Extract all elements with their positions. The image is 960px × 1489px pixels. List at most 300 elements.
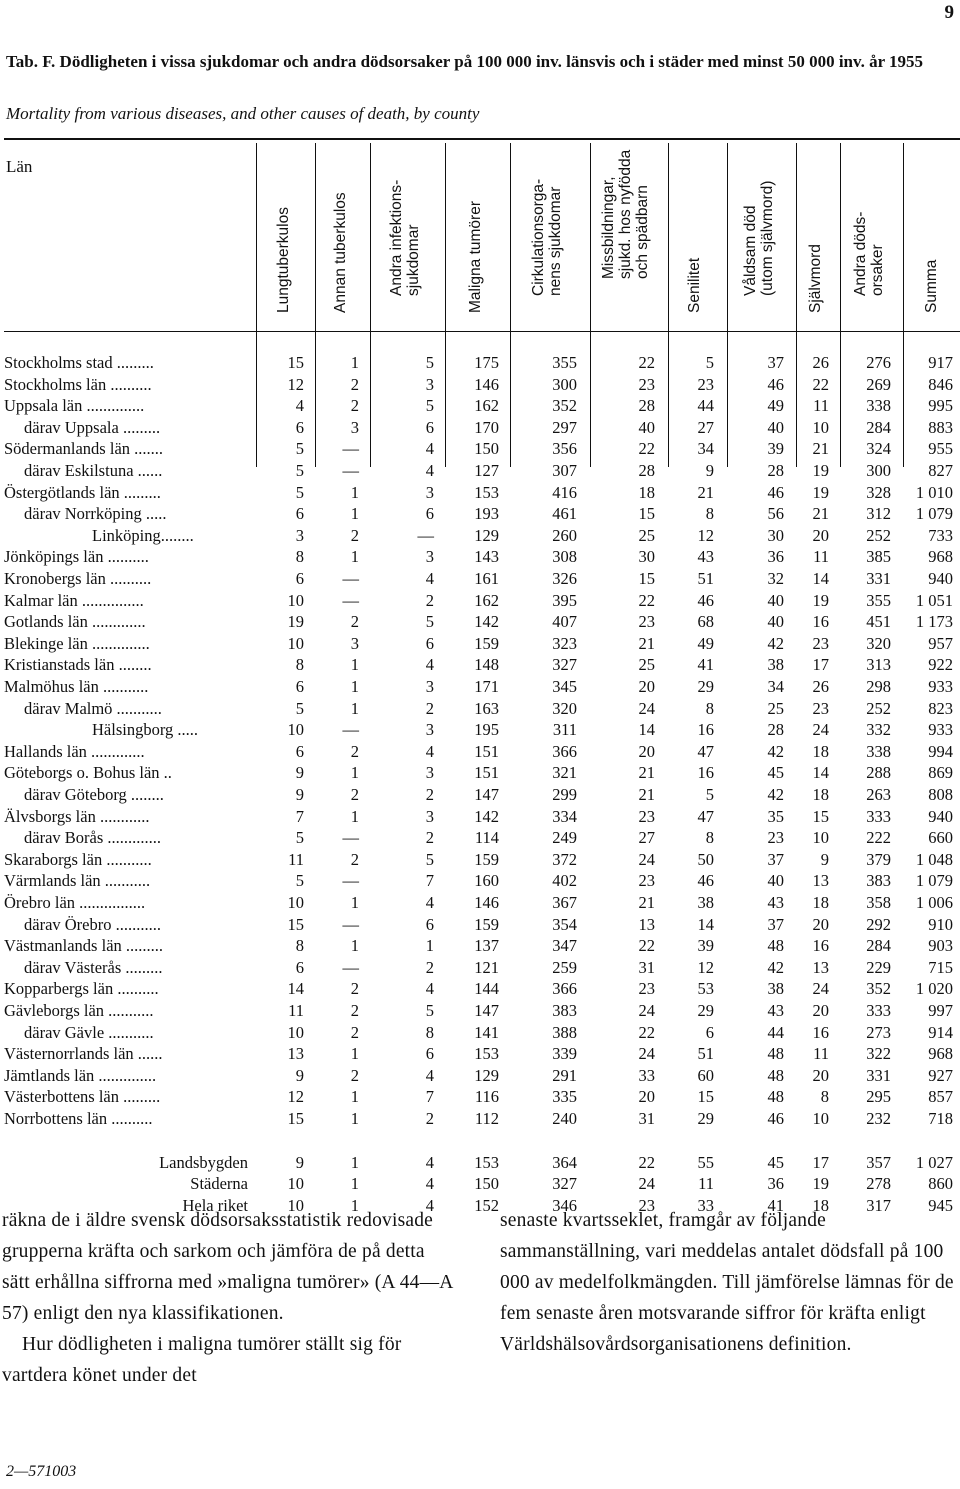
- row-label: Södermanlands län .......: [4, 439, 164, 459]
- table-cell: 23: [638, 612, 655, 632]
- table-cell: 31: [638, 1109, 655, 1128]
- table-cell: 1 006: [915, 893, 953, 912]
- row-label: därav Västerås .........: [24, 957, 163, 977]
- column-header-label: Maligna tumörer: [466, 201, 484, 313]
- row-label: Jönköpings län ..........: [4, 547, 149, 567]
- table-cell: 42: [767, 633, 784, 653]
- table-cell: 402: [552, 871, 577, 891]
- table-cell: 23: [812, 698, 829, 718]
- table-cell: 352: [866, 979, 891, 999]
- table-cell: 13: [638, 914, 655, 934]
- table-cell: 357: [866, 1152, 891, 1172]
- table-cell: 229: [866, 957, 891, 977]
- table-cell: 5: [705, 353, 714, 372]
- table-cell: 18: [812, 785, 829, 804]
- table-row: [0, 957, 960, 979]
- row-label: Gotlands län .............: [4, 612, 146, 632]
- table-cell: 20: [638, 1087, 655, 1107]
- table-cell: 151: [474, 741, 499, 761]
- table-cell: 2: [425, 1109, 434, 1128]
- table-row: [0, 525, 960, 547]
- table-row: [0, 784, 960, 806]
- table-cell: 9: [295, 1065, 304, 1085]
- table-cell: 38: [767, 979, 784, 999]
- table-cell: 9: [295, 763, 304, 783]
- row-label: Kalmar län ...............: [4, 590, 144, 610]
- table-row: [0, 460, 960, 482]
- table-cell: 22: [638, 353, 655, 372]
- table-cell: 11: [813, 547, 829, 567]
- table-cell: 3: [350, 417, 359, 437]
- table-cell: 355: [552, 353, 577, 372]
- table-cell: 25: [638, 525, 655, 545]
- table-cell: 29: [697, 677, 714, 696]
- table-cell: 24: [638, 698, 655, 718]
- table-cell: 823: [928, 698, 953, 718]
- table-cell: 40: [767, 417, 784, 437]
- table-cell: 12: [287, 374, 304, 394]
- table-cell: 338: [866, 741, 891, 761]
- table-cell: 60: [697, 1065, 714, 1085]
- table-cell: 288: [866, 763, 891, 783]
- table-cell: 37: [767, 914, 784, 934]
- table-cell: 40: [767, 612, 784, 632]
- table-cell: 383: [866, 871, 891, 891]
- table-cell: 968: [928, 1044, 953, 1064]
- table-row: [0, 611, 960, 633]
- table-cell: 20: [812, 914, 829, 934]
- row-label: därav Eskilstuna ......: [24, 461, 163, 480]
- table-cell: 27: [638, 828, 655, 848]
- table-cell: 1: [350, 482, 359, 502]
- table-cell: 846: [928, 374, 953, 394]
- table-cell: 914: [928, 1022, 953, 1042]
- table-cell: 9: [705, 461, 714, 480]
- table-cell: 3: [425, 374, 434, 394]
- table-row: [0, 827, 960, 849]
- table-cell: 150: [474, 1174, 499, 1194]
- table-cell: 146: [474, 893, 499, 912]
- table-cell: 8: [295, 655, 304, 675]
- row-label: Älvsborgs län ............: [4, 806, 150, 826]
- table-row: [0, 1108, 960, 1130]
- table-cell: 827: [928, 461, 953, 480]
- column-header-label: Cirkulationsorga- nens sjukdomar: [529, 178, 564, 296]
- table-cell: 312: [866, 504, 891, 524]
- row-label: Kristianstads län ........: [4, 655, 152, 675]
- table-cell: 28: [767, 720, 784, 740]
- table-cell: 338: [866, 396, 891, 416]
- table-cell: 193: [474, 504, 499, 524]
- table-cell: 10: [812, 1109, 829, 1128]
- table-cell: 13: [812, 957, 829, 977]
- table-cell: 333: [866, 806, 891, 826]
- table-cell: 2: [350, 374, 359, 394]
- table-cell: —: [342, 957, 359, 977]
- table-cell: 10: [287, 633, 304, 653]
- table-cell: 324: [866, 439, 891, 459]
- table-cell: 10: [287, 720, 304, 740]
- column-header-label: Självmord: [807, 244, 824, 313]
- table-cell: 240: [552, 1109, 577, 1128]
- table-cell: 6: [295, 504, 304, 524]
- column-header: [510, 150, 583, 330]
- table-cell: 16: [697, 720, 714, 740]
- row-label: Linköping........: [92, 525, 194, 545]
- table-cell: 47: [697, 806, 714, 826]
- table-cell: 2: [425, 957, 434, 977]
- table-cell: 4: [425, 741, 434, 761]
- table-cell: 22: [638, 936, 655, 956]
- table-cell: 9: [295, 1152, 304, 1172]
- table-cell: 148: [474, 655, 499, 675]
- table-cell: 335: [552, 1087, 577, 1107]
- table-cell: 6: [425, 914, 434, 934]
- table-cell: 955: [928, 439, 953, 459]
- table-cell: 1: [350, 698, 359, 718]
- row-label: Skaraborgs län ...........: [4, 849, 152, 869]
- table-cell: 143: [474, 547, 499, 567]
- column-header-label: Våldsam död (utom självmord): [741, 180, 776, 296]
- table-cell: 903: [928, 936, 953, 956]
- table-cell: 5: [425, 612, 434, 632]
- table-cell: 6: [295, 677, 304, 696]
- table-cell: 45: [767, 763, 784, 783]
- table-cell: 379: [866, 849, 891, 869]
- table-cell: 4: [425, 439, 434, 459]
- table-cell: 159: [474, 914, 499, 934]
- table-cell: 917: [928, 353, 953, 372]
- table-cell: 354: [552, 914, 577, 934]
- table-cell: 292: [866, 914, 891, 934]
- table-cell: 451: [866, 612, 891, 632]
- table-cell: 2: [425, 698, 434, 718]
- table-cell: 46: [767, 482, 784, 502]
- table-cell: 249: [552, 828, 577, 848]
- table-cell: 6: [295, 417, 304, 437]
- table-cell: 2: [350, 1001, 359, 1020]
- table-cell: 260: [552, 525, 577, 545]
- column-header: [590, 150, 661, 330]
- table-cell: 5: [425, 353, 434, 372]
- table-cell: 1: [350, 353, 359, 372]
- table-cell: 5: [705, 785, 714, 804]
- table-cell: 18: [812, 741, 829, 761]
- table-cell: 2: [350, 785, 359, 804]
- table-cell: 12: [697, 957, 714, 977]
- table-cell: 2: [350, 849, 359, 869]
- table-cell: 1: [350, 806, 359, 826]
- table-cell: 171: [474, 677, 499, 696]
- table-row: [0, 1086, 960, 1108]
- table-cell: 34: [767, 677, 784, 696]
- table-cell: 40: [767, 871, 784, 891]
- table-cell: 252: [866, 698, 891, 718]
- table-cell: 327: [552, 1174, 577, 1194]
- row-label: Göteborgs o. Bohus län ..: [4, 763, 172, 783]
- table-cell: 36: [767, 547, 784, 567]
- table-cell: 37: [767, 849, 784, 869]
- table-cell: 1: [350, 1109, 359, 1128]
- table-cell: 15: [638, 504, 655, 524]
- row-label: Stockholms stad .........: [4, 353, 154, 372]
- row-label: Jämtlands län ..............: [4, 1065, 157, 1085]
- table-cell: 26: [812, 353, 829, 372]
- column-header-label: Lungtuberkulos: [274, 207, 292, 313]
- table-title-english: Mortality from various diseases, and other causes of death, by county: [6, 104, 480, 123]
- table-cell: 18: [812, 893, 829, 912]
- table-cell: 298: [866, 677, 891, 696]
- table-cell: 116: [474, 1087, 499, 1107]
- table-cell: 334: [552, 806, 577, 826]
- row-label: därav Norrköping .....: [24, 504, 167, 524]
- table-cell: 715: [928, 957, 953, 977]
- county-column-header: Län: [6, 157, 33, 176]
- table-cell: 161: [474, 569, 499, 588]
- table-cell: 18: [638, 482, 655, 502]
- table-row: [0, 978, 960, 1000]
- table-cell: 162: [474, 396, 499, 416]
- table-cell: 259: [552, 957, 577, 977]
- row-label: därav Gävle ...........: [24, 1022, 154, 1042]
- column-header: [727, 150, 790, 330]
- table-cell: 808: [928, 785, 953, 804]
- table-row: [0, 676, 960, 698]
- table-cell: 10: [287, 1174, 304, 1194]
- table-cell: 13: [812, 871, 829, 891]
- table-cell: 15: [287, 1109, 304, 1128]
- table-cell: 327: [552, 655, 577, 675]
- table-cell: 2: [350, 525, 359, 545]
- table-cell: 153: [474, 1044, 499, 1064]
- column-header-label: Annan tuberkulos: [331, 192, 349, 313]
- table-cell: 15: [287, 353, 304, 372]
- table-cell: 20: [812, 1065, 829, 1085]
- table-cell: 995: [928, 396, 953, 416]
- table-cell: 2: [350, 741, 359, 761]
- row-label: Uppsala län ..............: [4, 396, 145, 416]
- table-row: [0, 1022, 960, 1044]
- table-cell: —: [417, 525, 434, 545]
- table-cell: 20: [812, 525, 829, 545]
- column-header: [668, 150, 720, 330]
- row-label: Örebro län ................: [4, 893, 146, 912]
- table-cell: 4: [425, 655, 434, 675]
- table-cell: 295: [866, 1087, 891, 1107]
- body-text-left: [2, 1205, 454, 1391]
- table-cell: 40: [767, 590, 784, 610]
- table-cell: 933: [928, 677, 953, 696]
- table-cell: 957: [928, 633, 953, 653]
- table-cell: 19: [812, 1174, 829, 1194]
- table-cell: 660: [928, 828, 953, 848]
- table-cell: 50: [697, 849, 714, 869]
- row-label: Norrbottens län ..........: [4, 1109, 153, 1128]
- body-paragraph: senaste kvartsseklet, framgår av följande sammanställning, vari meddelas antalet dödsfall på 100 000 av medelfolkmängden. Till jämförelse lämnas för de fem senaste åren motsvarande siffror för kräfta enligt Världshälsovårdsorganisationens definition.: [500, 1210, 954, 1355]
- table-cell: 51: [697, 1044, 714, 1064]
- table-cell: 311: [552, 720, 577, 740]
- table-cell: 372: [552, 849, 577, 869]
- table-cell: 733: [928, 525, 953, 545]
- column-header: [903, 150, 959, 330]
- table-cell: 300: [866, 461, 891, 480]
- table-cell: 16: [697, 763, 714, 783]
- table-cell: 10: [287, 893, 304, 912]
- table-cell: 41: [767, 1195, 784, 1215]
- column-header-label: Summa: [922, 259, 940, 313]
- table-row: [0, 1065, 960, 1087]
- table-cell: 127: [474, 461, 499, 480]
- table-cell: 21: [638, 893, 655, 912]
- table-cell: 5: [295, 828, 304, 848]
- table-cell: 323: [552, 633, 577, 653]
- table-cell: 34: [697, 439, 714, 459]
- table-cell: 300: [552, 374, 577, 394]
- table-cell: 15: [287, 914, 304, 934]
- table-cell: 395: [552, 590, 577, 610]
- table-cell: 1: [425, 936, 434, 956]
- table-cell: 19: [812, 482, 829, 502]
- table-cell: 883: [928, 417, 953, 437]
- table-cell: 41: [697, 655, 714, 675]
- table-cell: 356: [552, 439, 577, 459]
- table-cell: 1: [350, 504, 359, 524]
- table-cell: 922: [928, 655, 953, 675]
- row-label: Gävleborgs län ...........: [4, 1001, 154, 1020]
- table-cell: 3: [425, 677, 434, 696]
- table-cell: 4: [425, 1195, 434, 1215]
- row-label: Kronobergs län ..........: [4, 569, 152, 588]
- table-cell: 910: [928, 914, 953, 934]
- table-cell: 5: [425, 1001, 434, 1020]
- table-cell: 19: [287, 612, 304, 632]
- table-cell: 8: [295, 936, 304, 956]
- table-cell: 284: [866, 417, 891, 437]
- table-cell: 278: [866, 1174, 891, 1194]
- table-cell: 152: [474, 1195, 499, 1215]
- table-cell: 945: [928, 1195, 953, 1215]
- summary-row: [0, 1152, 960, 1174]
- table-cell: 32: [767, 569, 784, 588]
- table-cell: 129: [474, 1065, 499, 1085]
- table-cell: 16: [812, 1022, 829, 1042]
- table-cell: 21: [638, 763, 655, 783]
- table-cell: 37: [767, 353, 784, 372]
- column-header-label: Andra döds- orsaker: [851, 211, 886, 296]
- table-cell: 150: [474, 439, 499, 459]
- table-row: [0, 352, 960, 374]
- table-cell: 22: [638, 590, 655, 610]
- table-cell: 347: [552, 936, 577, 956]
- table-cell: 332: [866, 720, 891, 740]
- row-label: Värmlands län ...........: [4, 871, 151, 891]
- table-cell: 857: [928, 1087, 953, 1107]
- table-title-swedish: Tab. F. Dödligheten i vissa sjukdomar och andra dödsorsaker på 100 000 inv. länsvis och i städer med minst 50 000 inv. år 1955: [6, 52, 924, 71]
- table-cell: 284: [866, 936, 891, 956]
- table-cell: 366: [552, 979, 577, 999]
- table-cell: 43: [767, 893, 784, 912]
- table-cell: 8: [705, 504, 714, 524]
- column-header-label: Missbildningar, sjukd. hos nyfödda och spädbarn: [600, 149, 651, 279]
- table-cell: 321: [552, 763, 577, 783]
- table-cell: 46: [697, 871, 714, 891]
- table-cell: 11: [288, 1001, 304, 1020]
- table-cell: 25: [767, 698, 784, 718]
- table-cell: 1: [350, 677, 359, 696]
- table-cell: 326: [552, 569, 577, 588]
- table-cell: 355: [866, 590, 891, 610]
- table-cell: —: [342, 569, 359, 588]
- table-cell: 331: [866, 569, 891, 588]
- table-cell: 47: [697, 741, 714, 761]
- table-cell: 22: [638, 1152, 655, 1172]
- row-label: Städerna: [190, 1174, 248, 1194]
- table-cell: 313: [866, 655, 891, 675]
- table-cell: 24: [638, 1001, 655, 1020]
- table-cell: 367: [552, 893, 577, 912]
- table-cell: 21: [638, 785, 655, 804]
- table-cell: —: [342, 439, 359, 459]
- table-row: [0, 892, 960, 914]
- table-cell: 3: [425, 720, 434, 740]
- table-cell: 12: [697, 525, 714, 545]
- table-cell: 29: [697, 1109, 714, 1128]
- table-cell: 10: [287, 1195, 304, 1215]
- table-cell: 6: [425, 1044, 434, 1064]
- table-cell: 869: [928, 763, 953, 783]
- row-label: Västernorrlands län ......: [4, 1044, 163, 1064]
- table-row: [0, 870, 960, 892]
- page-number: 9: [944, 2, 954, 23]
- table-cell: 22: [812, 374, 829, 394]
- table-cell: 388: [552, 1022, 577, 1042]
- table-cell: 27: [697, 417, 714, 437]
- table-cell: 385: [866, 547, 891, 567]
- table-cell: 4: [425, 1174, 434, 1194]
- table-cell: 6: [295, 957, 304, 977]
- table-cell: 23: [697, 374, 714, 394]
- table-cell: 6: [705, 1022, 714, 1042]
- table-cell: 333: [866, 1001, 891, 1020]
- table-row: [0, 849, 960, 871]
- table-cell: 29: [697, 1001, 714, 1020]
- table-cell: 1: [350, 1174, 359, 1194]
- table-cell: 24: [638, 1174, 655, 1194]
- table-cell: 17: [812, 1152, 829, 1172]
- table-cell: 16: [812, 612, 829, 632]
- table-cell: 42: [767, 957, 784, 977]
- table-cell: 112: [474, 1109, 499, 1128]
- table-row: [0, 438, 960, 460]
- table-cell: 252: [866, 525, 891, 545]
- table-row: [0, 741, 960, 763]
- body-text-right: [500, 1205, 955, 1360]
- table-cell: 147: [474, 785, 499, 804]
- table-cell: 461: [552, 504, 577, 524]
- table-cell: 1: [350, 893, 359, 912]
- table-cell: 273: [866, 1022, 891, 1042]
- table-cell: 1: [350, 655, 359, 675]
- body-paragraph: Hur dödligheten i maligna tumörer ställt sig för vartdera könet under det: [2, 1334, 402, 1386]
- column-header: [445, 150, 505, 330]
- table-cell: 1: [350, 763, 359, 783]
- table-cell: 4: [295, 396, 304, 416]
- row-label: Kopparbergs län ..........: [4, 979, 159, 999]
- table-cell: 1 010: [915, 482, 953, 502]
- table-cell: 1 079: [915, 504, 953, 524]
- table-cell: 23: [638, 871, 655, 891]
- table-cell: 21: [812, 439, 829, 459]
